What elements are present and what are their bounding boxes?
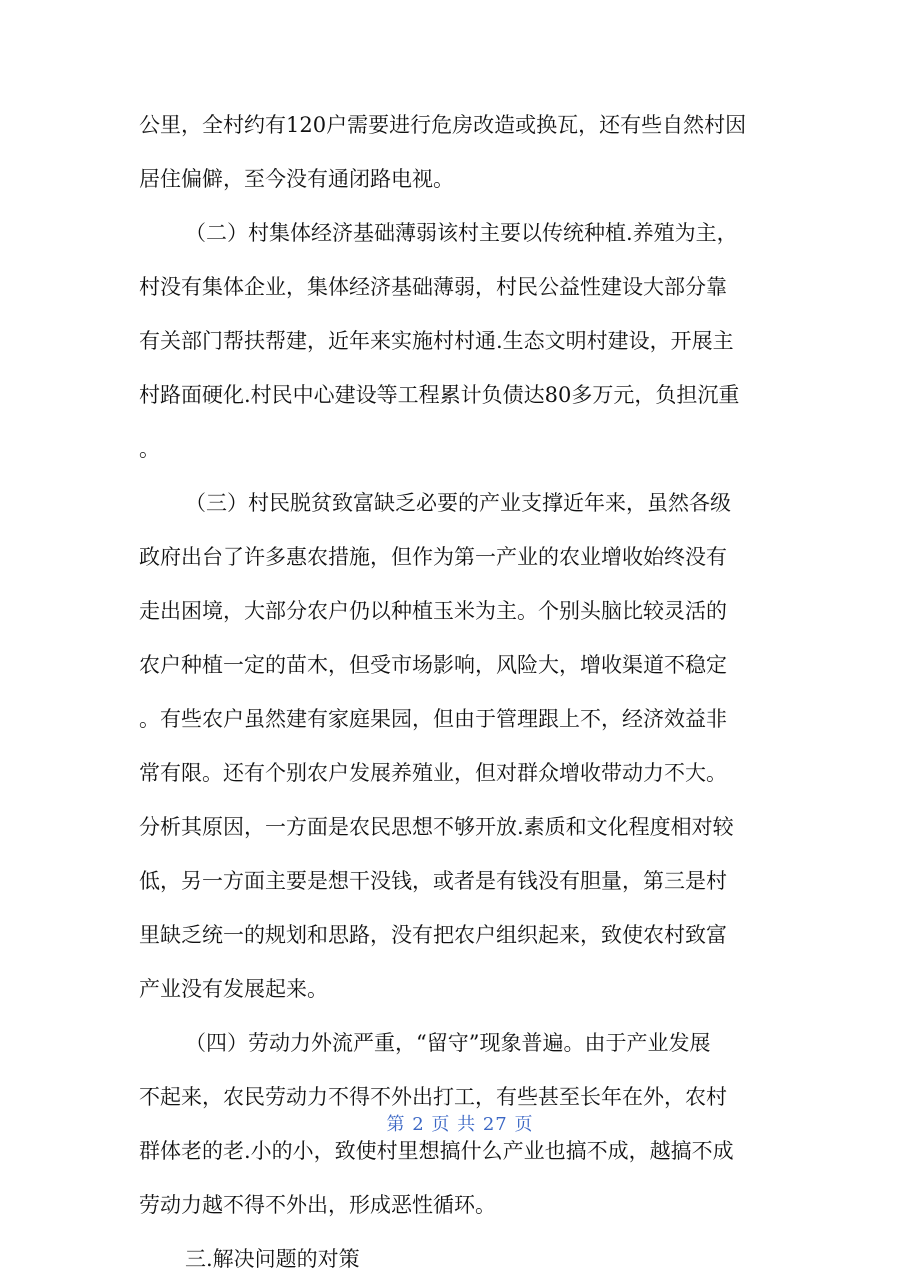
text-line: 产业没有发展起来。 bbox=[139, 977, 328, 1001]
text-line: 。有些农户虽然建有家庭果园，但由于管理跟上不，经济效益非 bbox=[139, 707, 727, 731]
text-line: 劳动力越不得不外出，形成恶性循环。 bbox=[139, 1193, 496, 1217]
text-line: 不起来，农民劳动力不得不外出打工，有些甚至长年在外，农村 bbox=[139, 1085, 727, 1109]
text-line: 村没有集体企业，集体经济基础薄弱，村民公益性建设大部分靠 bbox=[139, 275, 727, 299]
text-line: 低，另一方面主要是想干没钱，或者是有钱没有胆量，第三是村 bbox=[139, 869, 727, 893]
solutions-heading: 三.解决问题的对策 bbox=[185, 1247, 360, 1271]
page-number-label: 第 2 页 共 27 页 bbox=[386, 1114, 534, 1135]
text-line: 。 bbox=[139, 437, 160, 461]
text-line: 分析其原因，一方面是农民思想不够开放.素质和文化程度相对较 bbox=[139, 815, 734, 839]
text-line: 有关部门帮扶帮建，近年来实施村村通.生态文明村建设，开展主 bbox=[139, 329, 734, 353]
document-body bbox=[139, 98, 781, 1286]
text-line: 里缺乏统一的规划和思路，没有把农户组织起来，致使农村致富 bbox=[139, 923, 727, 947]
section-heading-4: （四）劳动力外流严重，“留守”现象普遍。由于产业发展 bbox=[185, 1031, 711, 1055]
page-footer bbox=[0, 1110, 920, 1136]
text-line: 村路面硬化.村民中心建设等工程累计负债达80多万元，负担沉重 bbox=[139, 383, 740, 407]
text-line: 政府出台了许多惠农措施，但作为第一产业的农业增收始终没有 bbox=[139, 545, 727, 569]
text-line: 群体老的老.小的小，致使村里想搞什么产业也搞不成，越搞不成 bbox=[139, 1139, 734, 1163]
text-line: 农户种植一定的苗木，但受市场影响，风险大，增收渠道不稳定 bbox=[139, 653, 727, 677]
text-line: 公里，全村约有120户需要进行危房改造或换瓦，还有些自然村因 bbox=[139, 113, 747, 137]
section-heading-2: （二）村集体经济基础薄弱该村主要以传统种植.养殖为主， bbox=[185, 221, 738, 245]
text-line: 常有限。还有个别农户发展养殖业，但对群众增收带动力不大。 bbox=[139, 761, 727, 785]
text-line: 居住偏僻，至今没有通闭路电视。 bbox=[139, 167, 454, 191]
text-line: 走出困境，大部分农户仍以种植玉米为主。个别头脑比较灵活的 bbox=[139, 599, 727, 623]
section-heading-3: （三）村民脱贫致富缺乏必要的产业支撑近年来，虽然各级 bbox=[185, 491, 731, 515]
